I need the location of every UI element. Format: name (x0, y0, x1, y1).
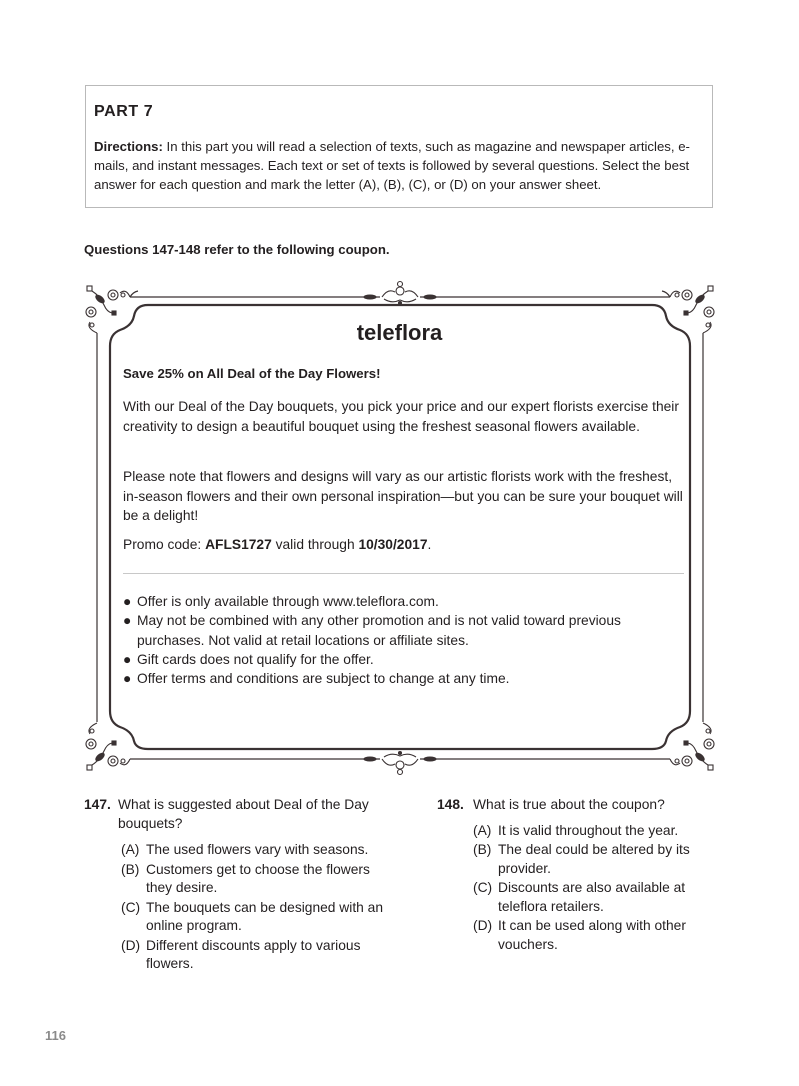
promo-prefix: Promo code: (123, 537, 206, 552)
coupon-paragraph-1: With our Deal of the Day bouquets, you pick your price and our expert florists exercise their creativity to design a beautiful bouquet using the freshest seasonal flowers available. (123, 399, 679, 434)
question-number: 147. (84, 797, 111, 812)
question-text: What is true about the coupon? (473, 797, 665, 812)
answer-option-b[interactable] (121, 861, 384, 898)
terms-item-text: Gift cards does not qualify for the offer. (137, 651, 374, 667)
question-number: 148. (437, 797, 464, 812)
option-letter: (A) (473, 822, 492, 838)
option-text: It can be used along with other vouchers. (498, 918, 686, 952)
corner-ornament-bottom-right-icon (670, 723, 714, 770)
option-text: Customers get to choose the flowers they desire. (146, 861, 370, 895)
coupon-divider (123, 573, 684, 574)
bottom-ornament-icon (358, 752, 442, 775)
page-number: 116 (45, 1028, 66, 1043)
promo-code: AFLS1727 (205, 537, 272, 552)
option-letter: (A) (121, 842, 140, 857)
option-letter: (B) (121, 861, 140, 877)
option-text: It is valid throughout the year. (498, 822, 679, 838)
question-reference: Questions 147-148 refer to the following coupon. (84, 242, 390, 257)
question-text: What is suggested about Deal of the Day bouquets? (118, 797, 369, 831)
answer-options (121, 841, 384, 974)
answer-option-a[interactable] (473, 822, 737, 841)
option-text: The used flowers vary with seasons. (146, 842, 369, 857)
answer-option-c[interactable] (473, 879, 737, 916)
question-148 (437, 796, 737, 955)
part-title: PART 7 (94, 103, 154, 120)
promo-suffix: . (427, 537, 432, 552)
terms-item-text: Offer is only available through www.teleflora.com. (137, 594, 439, 609)
terms-item (123, 611, 683, 650)
promo-middle: valid through (271, 537, 359, 552)
option-letter: (D) (473, 918, 493, 933)
option-text: Discounts are also available at teleflora retailers. (498, 880, 686, 914)
answer-option-d[interactable] (121, 937, 384, 974)
answer-options (473, 822, 737, 955)
directions-body: In this part you will read a selection of texts, such as magazine and newspaper articles, e-mails, and instant messages. Each text or set of texts is followed by several questions. Select the best answer for each question and mark the letter (A), (B), (C), or (D) on your answer sheet. (94, 139, 690, 192)
terms-item (123, 650, 683, 669)
option-letter: (B) (473, 842, 492, 857)
promo-line (123, 537, 431, 552)
coupon-terms-list (123, 592, 683, 688)
directions-label: Directions: (94, 139, 163, 154)
option-text: The deal could be altered by its provider. (498, 842, 690, 876)
coupon-brand: teleflora (356, 320, 443, 345)
terms-item-text: May not be combined with any other promotion and is not valid toward previous purchases. Not valid at retail locations or affiliate sites. (137, 613, 621, 648)
answer-option-c[interactable] (121, 899, 384, 936)
terms-item (123, 669, 683, 688)
bullet-icon: ● (123, 651, 132, 667)
coupon-headline: Save 25% on All Deal of the Day Flowers! (123, 366, 381, 381)
bullet-icon: ● (123, 671, 132, 687)
option-letter: (C) (473, 880, 493, 895)
option-text: Different discounts apply to various flowers. (146, 937, 361, 971)
answer-option-b[interactable] (473, 841, 737, 878)
terms-item-text: Offer terms and conditions are subject to change at any time. (137, 671, 510, 687)
corner-ornament-bottom-left-icon (86, 723, 130, 770)
answer-option-d[interactable] (473, 917, 737, 954)
option-letter: (C) (121, 899, 141, 915)
top-ornament-icon (358, 282, 442, 305)
bullet-icon: ● (123, 594, 132, 609)
bullet-icon: ● (123, 613, 132, 629)
terms-item (123, 592, 683, 611)
option-letter: (D) (121, 937, 141, 953)
option-text: The bouquets can be designed with an online program. (146, 899, 384, 933)
answer-option-a[interactable] (121, 841, 384, 860)
coupon-paragraph-2: Please note that flowers and designs will vary as our artistic florists work with the freshest, in-season flowers and their own personal inspiration—but you can be sure your bouquet will be a delight! (123, 469, 683, 523)
promo-date: 10/30/2017 (358, 537, 428, 552)
question-147 (84, 796, 384, 975)
